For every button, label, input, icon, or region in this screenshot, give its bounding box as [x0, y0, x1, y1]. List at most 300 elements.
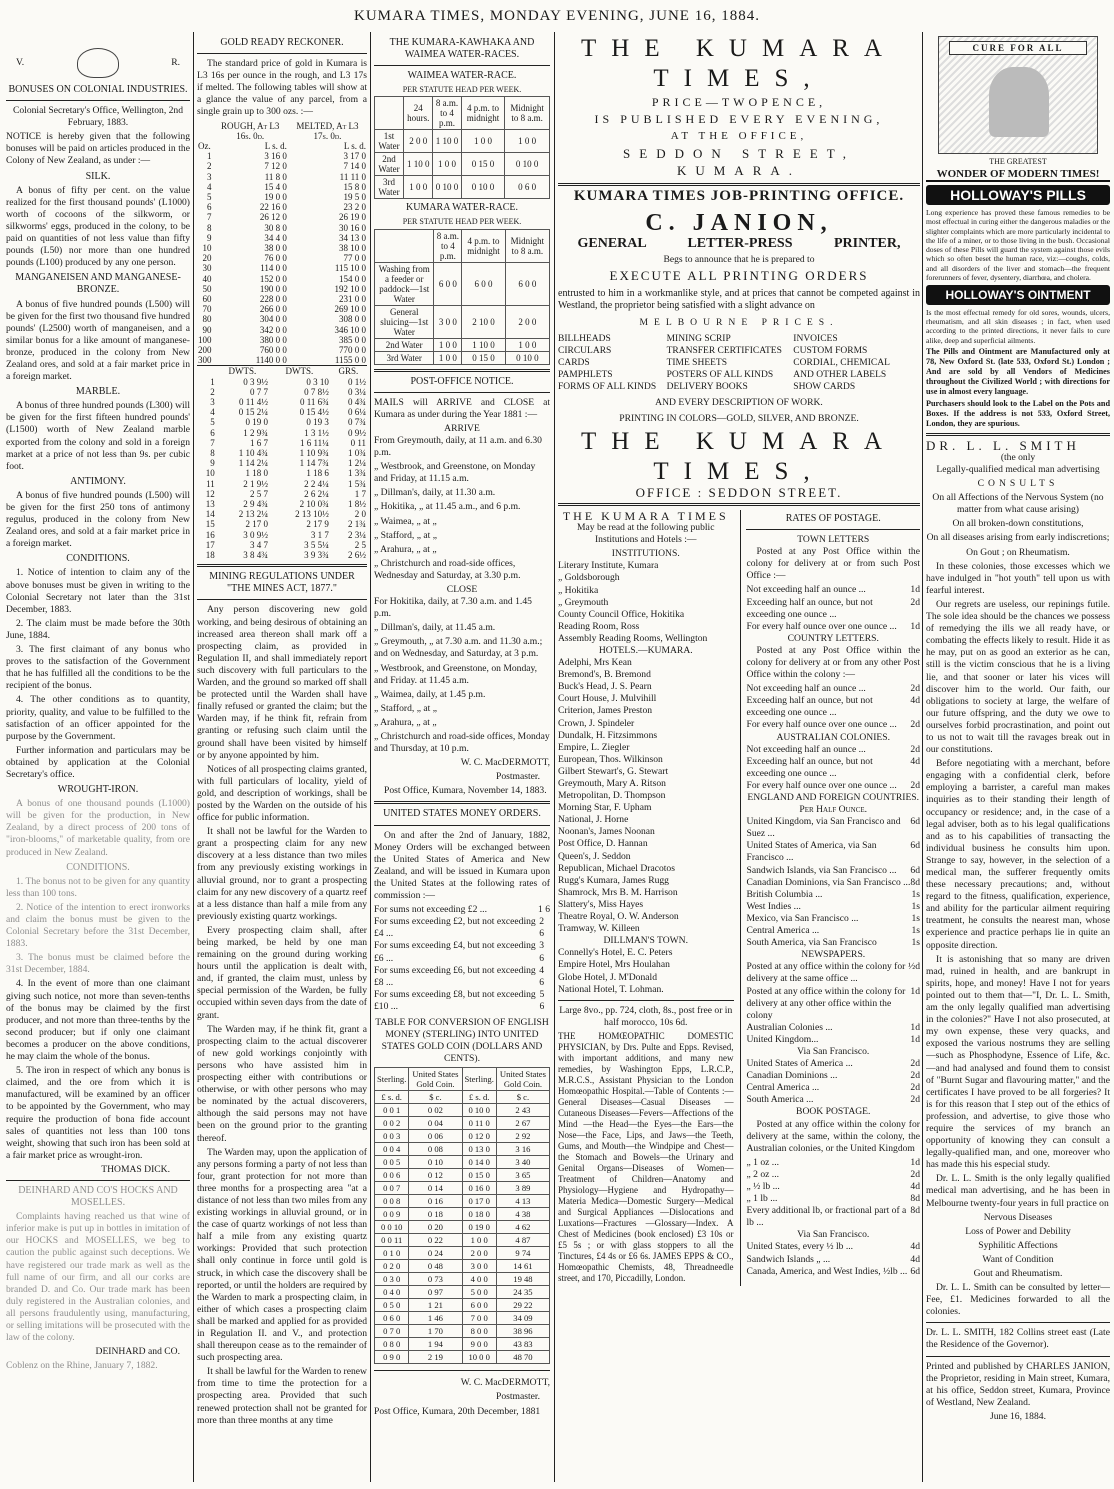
waimea-table: [374, 96, 550, 199]
australian-rates: [746, 744, 920, 792]
conversion-row: [375, 1286, 550, 1299]
cell: 3 1 7: [310, 529, 329, 540]
condition: 1. Notice of intention to claim any of the above bonuses must be given in writing to the Colonial Secretary not later than the 31st December, 1883.: [6, 567, 190, 615]
cell: 7 12 0: [264, 161, 287, 172]
cell: 300: [198, 355, 212, 366]
postage-value: 2d: [910, 1070, 920, 1082]
cell: 38 0 0: [264, 243, 287, 253]
postage-row: [746, 1169, 920, 1181]
conversion-header-row: [375, 1068, 550, 1091]
postage-row: [746, 1058, 920, 1070]
cell: 1 18 6: [306, 468, 329, 479]
marble-heading: MARBLE.: [75, 386, 121, 398]
cell: 3 0 9½: [243, 529, 268, 540]
cell: 12: [205, 488, 215, 499]
cell: 30 8 0: [264, 222, 287, 233]
cell: 7 0 0: [462, 1312, 496, 1325]
cell: 0 0 6: [375, 1169, 409, 1182]
postage-row: [746, 584, 920, 596]
cell: 7 14 0: [343, 161, 366, 172]
dwts-row: [197, 540, 367, 550]
cell: 3 40: [496, 1156, 549, 1169]
cell: 4 87: [496, 1234, 549, 1247]
column-rule: [922, 32, 923, 1482]
conditions-heading: CONDITIONS.: [66, 861, 130, 873]
viasf-rates: [746, 1058, 920, 1106]
cell: 1 10 9¾: [299, 448, 329, 459]
close-item: „ Westbrook, and Greenstone, on Monday, and Friday. at 11.45 a.m.: [374, 662, 538, 686]
postage-label: South America, via San Francisco: [746, 937, 877, 949]
lsd-header: L s. d.: [264, 140, 287, 151]
cell: 6 0 0: [434, 262, 462, 305]
cell: 231 0 0: [339, 294, 366, 305]
kumara-times-title-2: THE KUMARA TIMES,: [581, 427, 897, 485]
cell: 2nd Water: [375, 338, 434, 351]
postage-label: Mexico, via San Francisco ...: [746, 912, 859, 924]
ounce-row: [197, 243, 367, 253]
condition: 3. The bonus must be claimed before the 31st December, 1884.: [6, 952, 190, 976]
hotels-entry: Republican, Michael Dracotos: [558, 862, 675, 874]
hotels-entry: Theatre Royal, O. W. Anderson: [558, 911, 679, 923]
postage-label: Exceeding half an ounce, but not exceeding one ounce ...: [746, 755, 873, 779]
book-postage-intro: Posted at any office within the colony for delivery at the same, within the colony, the Australian colonies, or the United Kingdom: [746, 1118, 920, 1154]
cell: 152 0 0: [259, 273, 287, 284]
postage-value: 1d: [910, 584, 920, 596]
viasf2-heading: Via San Francisco.: [797, 1229, 870, 1241]
header-cell: [375, 97, 404, 130]
close-item: „ Arahura, „ at „: [374, 716, 437, 728]
dr-legally: Legally-qualified medical man advertising: [936, 464, 1100, 475]
cell: 2 0: [354, 509, 366, 520]
postage-value: 2d: [910, 1094, 920, 1106]
postage-label: United Kingdom, via San Francisco and Suez ...: [746, 816, 901, 840]
post-intro: MAILS will ARRIVE and CLOSE at Kumara as under during the Year 1881 :—: [374, 396, 550, 420]
deinhard-signature: DEINHARD and CO.: [95, 1346, 180, 1358]
greatest: THE GREATEST: [989, 157, 1047, 166]
cell: 16: [205, 529, 215, 540]
cell: 4 62: [496, 1221, 549, 1234]
cell: 1 10 0: [462, 338, 505, 351]
condition: 5. The iron in respect of which any bonus is claimed, and the ore from which it is manufactured, will be examined by an officer to be appointed by the Government, who may require the production of bona fide account sales of quantities not less than 100 tons weight, showing that such iron has been sold at a fair market price as wrought-iron.: [6, 1065, 190, 1161]
ounce-row: [197, 151, 367, 161]
dr-text: In these colonies, those excesses which we have indulged in "hot youth" tell upon us with fearful interest.: [926, 560, 1110, 596]
mining-para: The Warden may, upon the application of any persons forming a party of not less than four, grant protection for not more than three months for a prospecting area "at a distance of not less than two miles from any existing workings in alluvial ground, or in the case of quartz workings of not less than half a mile from any existing quartz workings: Provided that such protection shall only continue in force until gold is struck, in which case the discovery shall be reported, or until the holders are required by the Warden to mark a prospecting claim, in either of which cases a prospecting claim shall be marked and applied for as provided in Regulation II. and V., and protection shall thereupon cease as to the remainder of such prospecting area.: [197, 1146, 367, 1364]
gold-ounce-table: [197, 121, 367, 366]
cell: 1 2 9¾: [243, 427, 268, 438]
cell: 0 11 0: [462, 1117, 496, 1130]
cell: 0 1 0: [375, 1247, 409, 1260]
dr-text: Before negotiating with a merchant, before engaging with a confidential clerk, before employing a barrister, a careful man makes inquiries as to their standing their length of occupancy or residence; and, in the case of a legal adviser, both as to his legal qualifications and as to his capabilities of transacting the individual business he consults him upon. Strange to say, however, in the selection of a medical man, the sufferer frequently omits these necessary precautions; and, without regard to the fitness, qualification, experience, and ability for the particular ailment requiring treatment, he consults the nearest man, whose experience and practice perhaps lie in quite an opposite direction.: [926, 758, 1110, 951]
printing-item: CARDS: [558, 357, 590, 368]
cell: 9: [207, 232, 212, 243]
cell: 380 0 0: [259, 334, 287, 345]
cell: 34 09: [496, 1312, 549, 1325]
cell: 1 0 0: [434, 338, 462, 351]
cell: 3 9 3¾: [304, 550, 329, 561]
dwts-row: [197, 509, 367, 519]
dillman-entry: Globe Hotel, J. M'Donald: [558, 971, 657, 983]
cell: 38 96: [496, 1325, 549, 1338]
dr-text: It is astonishing that so many are driven mad, ruined in health, and are bankrupt in spirits, hope, and money! Have I not for years pointed out to them that—"I, Dr. L. L. Smith, am the only legally qualified man advertising in the colonies?" Have I not also prosecuted, at my own expense, these very quacks, and exposed the various nostrums they are selling—such as Phosphodyne, Essence of Life, &c.—and had analysed and found them to consist of "Burnt Sugar and flavouring matter," and the certificates I have proved to be all forgeries? It is for this reason that I step out of the ethics of profession, and advertise, to give those who require the services of my branch an opportunity of knowing they can consult a legally-qualified man, and one, moreover who has made this his especial study.: [926, 953, 1110, 1171]
postage-row: [746, 1022, 920, 1034]
cell: 192 10 0: [334, 283, 366, 294]
printing-items: [558, 333, 920, 393]
cell: 3: [210, 397, 215, 408]
homeopathic-ad: THE HOMŒOPATHIC DOMESTIC PHYSICIAN, by Drs. Pulte and Epps. Revised, with important additions, and many new remedies, by Washington Epps, L.R.C.P., M.R.C.S., Assistant Physician to the London Homœopathic Hospital.—Table of Contents :—General Diseases—Casual Diseases — Cutaneous Diseases—Fevers—Affections of the Mind —the Head—the Eyes—the Ears—the Nose—the Face, Lips, and Jaws—the Teeth, Gums, and Mouth—the Windpipe and Chest—the Stomach and Bowels—the Urinary and Genital Organs—Diseases of Women—Treatment of Children—Anatomy and Physiology—Hygiene and Hydropathy—Materia Medica—Domestic Surgery—Medical and Surgical Appliances —Dislocations and Luxations—Fractures —Glossary—Index. A Chest of Medicines (book enclosed) £3 10s or £5 5s ; or with glass stoppers to all the Tinctures, £4 4s or £6 6s. JAMES EPPS & CO., Homœopathic Chemists, 48, Threadneedle street, and 170, Piccadilly, London.: [558, 1030, 734, 1283]
postage-value: 2d: [910, 1168, 920, 1180]
arrive-item: „ Hokitika, „ at 11.45 a.m., and 6 p.m.: [374, 501, 521, 513]
cell: 17: [205, 539, 215, 550]
cell: 6 0 0: [462, 262, 505, 305]
marble-text: A bonus of three hundred pounds (L300) will be given for the first fifteen hundred pounds' (L1500) worth of New Zealand marble exported from the colony and sold in a foreign market at a price of not less than 9s. per cubic foot.: [6, 400, 190, 472]
hotels-entry: Empire, L. Ziegler: [558, 741, 630, 753]
town-rates: [746, 584, 920, 632]
melted-header: MELTED, At L3 17s. 0d.: [296, 120, 359, 141]
cell: 2 43: [496, 1104, 549, 1117]
cell: 0 0 10: [375, 1221, 409, 1234]
cell: 3 0 0: [434, 305, 462, 338]
hotels-entry: Metropolitan, D. Thompson: [558, 790, 666, 802]
arrive-item: „ Dillman's, daily, at 11.30 a.m.: [374, 487, 496, 499]
cell: 0 12: [409, 1169, 462, 1182]
cell: 190 0 0: [259, 283, 287, 294]
cell: 2 13 10½: [295, 509, 329, 520]
dwts-row: [197, 499, 367, 509]
cell: 10: [205, 468, 215, 479]
hotels-entry: Slattery's, Miss Hayes: [558, 898, 644, 910]
viasf2-rates: [746, 1241, 920, 1277]
header-cell: Sterling.: [375, 1068, 409, 1091]
conversion-row: [375, 1234, 550, 1247]
dr-address: Dr. L. L. SMITH, 182 Collins street east (Late the Residence of the Governor).: [926, 1327, 1110, 1351]
town-heading: TOWN LETTERS: [797, 534, 870, 546]
cell: 77 0 0: [343, 253, 366, 264]
cell: 70: [202, 304, 212, 315]
australian-heading: AUSTRALIAN COLONIES.: [776, 731, 890, 743]
dr-only: (the only: [1000, 451, 1036, 463]
condition: 3. The first claimant of any bonus who proves to the satisfaction of the Government that he has fulfilled all the conditions to be the recipient of the bonus.: [6, 644, 190, 692]
cell: 2nd Water: [375, 153, 404, 176]
postage-label: Central America ...: [746, 925, 820, 937]
cell: 1 0 0: [505, 130, 550, 153]
cell: 19 48: [496, 1273, 549, 1286]
dr-list-item: Nervous Diseases: [983, 1211, 1053, 1223]
printing-item: CUSTOM FORMS: [793, 345, 868, 356]
manganese-heading: MANGANEISEN AND MANGANESE-BRONZE.: [15, 272, 181, 296]
kumara-row: [375, 338, 550, 351]
condition: Further information and particulars may be obtained by application at the Colonial Secretary's office.: [6, 744, 190, 780]
cell: 5: [207, 191, 212, 202]
cell: 14: [205, 509, 215, 520]
oz-header: Oz.: [198, 140, 211, 151]
column-4: [558, 34, 920, 1286]
cell: 7: [207, 212, 212, 223]
institutions-list: [558, 560, 734, 645]
silk-text: A bonus of fifty per cent. on the value realized for the first thousand pounds' (L1000) worth of cocoons of the silkworm, or silkworms' eggs, produced in the colony, to be paid on quantities of not less value than fifty pounds (L50) nor more than one hundred pounds (L100) produced by any one person.: [6, 184, 190, 269]
cell: 269 10 0: [334, 304, 366, 315]
arrive-item: „ Christchurch and road-side offices, Wednesday and Saturday, at 3.30 p.m.: [374, 557, 521, 581]
postage-value: 1d: [910, 620, 920, 632]
postage-label: Sandwich Islands, via San Francisco ...: [746, 864, 897, 876]
execute: EXECUTE ALL PRINTING ORDERS: [609, 268, 869, 284]
england-heading: ENGLAND AND FOREIGN COUNTRIES. Per Half Ounce.: [747, 792, 920, 816]
column-rule: [370, 32, 371, 1482]
cell: 11 11 0: [339, 171, 366, 182]
inst-entry: Literary Institute, Kumara: [558, 560, 659, 572]
holloway-engraving-icon: [938, 36, 1098, 154]
cell: 1 7: [354, 488, 366, 499]
ounce-row: [197, 253, 367, 263]
conversion-sub-row: [375, 1091, 550, 1104]
hotels-entry: Dundalk, H. Fitzsimmons: [558, 729, 658, 741]
cell: 304 0 0: [259, 314, 287, 325]
arrive-item: „ Arahura, „ at „: [374, 543, 437, 555]
postage-row: [746, 1070, 920, 1082]
cell: 50: [202, 283, 212, 294]
cell: 5 0 0: [462, 1286, 496, 1299]
cell: 0 15 0: [462, 351, 505, 364]
postage-label: United States of America, via San Francisco ...: [746, 840, 877, 864]
postage-label: West Indies ...: [746, 900, 801, 912]
ounce-row: [197, 325, 367, 335]
dillman-list: [558, 947, 734, 995]
cell: 2 5 7: [249, 488, 268, 499]
postage-label: United States of America ...: [746, 1058, 853, 1070]
office-seddon: OFFICE : SEDDON STREET.: [635, 484, 843, 500]
cell: 0 24: [409, 1247, 462, 1260]
cell: 24 35: [496, 1286, 549, 1299]
kumara-row: [375, 351, 550, 364]
postage-row: [746, 1241, 920, 1253]
dillman-heading: DILLMAN'S TOWN.: [603, 935, 689, 947]
cell: 2 17 9: [306, 519, 329, 530]
cell: 26 12 0: [259, 212, 287, 223]
condition: 1. The bonus not to be given for any quantity less than 100 tons.: [6, 875, 190, 899]
cell: 0 08: [409, 1143, 462, 1156]
cell: 10 0 0: [462, 1351, 496, 1364]
cell: 2 1¾: [348, 519, 366, 530]
dwts-row: [197, 417, 367, 427]
printing-item: DELIVERY BOOKS: [666, 381, 748, 392]
dwts-row: [197, 448, 367, 458]
postage-row: [746, 1094, 920, 1106]
postage-value: 8d: [910, 1205, 920, 1217]
hotels-heading: HOTELS.—KUMARA.: [598, 644, 693, 656]
cell: 0 18: [409, 1208, 462, 1221]
cell: 90: [202, 324, 212, 335]
cell: 2: [210, 386, 215, 397]
arrive-item: „ Waimea, „ at „: [374, 515, 437, 527]
cell: 2 13 2¼: [238, 509, 268, 520]
consult-line: On all Affections of the Nervous System (no matter from what cause arising): [932, 492, 1104, 516]
dr-text: Dr. L. L. Smith is the only legally qualified medical man advertising, and he has been in Melbourne twenty-four years in full practice on: [926, 1173, 1110, 1209]
conversion-row: [375, 1104, 550, 1117]
cell: 9 74: [496, 1247, 549, 1260]
cell: 0 7¾: [348, 417, 366, 428]
mo-postmaster-name: W. C. MacDERMOTT,: [460, 1377, 550, 1389]
country-heading: COUNTRY LETTERS.: [787, 632, 879, 644]
silk-heading: SILK.: [85, 170, 111, 182]
ounce-row: [197, 223, 367, 233]
hotels-entry: Bremond's, B. Bremond: [558, 669, 651, 681]
dr-list-item: Loss of Power and Debility: [965, 1225, 1071, 1237]
gold-dwts-table: [197, 365, 367, 560]
cell: 2 1 9½: [243, 478, 268, 489]
postage-label: „ 2 oz ...: [746, 1168, 779, 1180]
consult-line: On Gout ; on Rheumatism.: [966, 546, 1070, 558]
waimea-row: [375, 130, 550, 153]
postage-row: [746, 683, 920, 695]
cell: 0 7 7: [249, 386, 268, 397]
deinhard-text: Complaints having reached us that wine of inferior make is put up in bottles in imitation of our HOCKS and MOSELLES, we beg to caution the public against such deceptions. We have registered our trade mark as well as the full name of our firm, and all our corks are branded D. and Co. Our trade mark has been duly registered in the Australian colonies, and all persons fraudulently using, manufacturing, or selling imitations will be prosecuted with the law of the colony.: [6, 1211, 190, 1344]
consult-line: On all diseases arising from early indiscretions;: [926, 532, 1110, 544]
cell: 3 16: [496, 1143, 549, 1156]
cell: 1 10 0: [404, 153, 433, 176]
hotels-entry: Noonan's, James Noonan: [558, 826, 655, 838]
cell: 3 65: [496, 1169, 549, 1182]
postage-row: [746, 719, 920, 731]
inst-entry: Assembly Reading Rooms, Wellington: [558, 632, 708, 644]
cell: 0 02: [409, 1104, 462, 1117]
cell: 0 8 0: [375, 1338, 409, 1351]
ounce-row: [197, 202, 367, 212]
hotels-entry: Rugg's Kumara, James Rugg: [558, 874, 669, 886]
ounce-row: [197, 355, 367, 365]
conversion-row: [375, 1299, 550, 1312]
antimony-text: A bonus of five hundred pounds (L500) will be given for the first 250 tons of antimony regulus, produced in the colony from New Zealand ores, and sold at a fair market price in a foreign market.: [6, 489, 190, 550]
postage-rates: [746, 510, 920, 1286]
vr-right: R.: [171, 56, 180, 68]
cell: 2 0 0: [404, 130, 433, 153]
postage-row: [746, 901, 920, 913]
cell: 2 92: [496, 1130, 549, 1143]
postage-row: [746, 840, 920, 864]
cell: 0 4 0: [375, 1286, 409, 1299]
dwts-row: [197, 550, 367, 560]
cell: 2 0 0: [505, 305, 549, 338]
dillman-entry: National Hotel, T. Lohman.: [558, 983, 664, 995]
cell: 0 13 0: [462, 1143, 496, 1156]
cell: 2 9 4¾: [243, 499, 268, 510]
rate-label: For sums exceeding £8, but not exceeding £10 ...: [374, 988, 536, 1012]
postage-label: Exceeding half an ounce, but not exceeding one ounce ...: [746, 596, 873, 620]
cell: 1 70: [409, 1325, 462, 1338]
cell: 48 70: [496, 1351, 549, 1364]
header-cell: [375, 229, 434, 262]
cell: 2 2 4¼: [304, 478, 329, 489]
begs: Begs to announce that he is prepared to: [663, 254, 815, 266]
inst-entry: „ Hokitika: [558, 584, 599, 596]
cell: 1: [210, 376, 215, 387]
cell: 0 14 0: [462, 1156, 496, 1169]
arrive-item: From Greymouth, daily, at 11 a.m. and 6.30 p.m.: [374, 434, 542, 459]
entrusted: entrusted to him in a workmanlike style, and at prices that cannot be competed against in Westland, the proprietor being satisfied with a slight advance on: [558, 288, 920, 312]
cell: 1st Water: [375, 130, 404, 153]
postage-row: [746, 695, 920, 719]
cell: 114 0 0: [260, 263, 287, 274]
reading-list: [558, 510, 734, 1286]
mo-postmaster-title: Postmaster.: [496, 1391, 540, 1403]
rate-row: [374, 965, 550, 989]
gold-intro: The standard price of gold in Kumara is L3 16s per ounce in the rough, and L3 17s if melted. The following tables will show at a glance the value of any parcel, from a single grain up to 300 ozs. :—: [197, 58, 367, 118]
cell: 3 17 0: [343, 151, 366, 162]
cell: 5: [210, 417, 215, 428]
cell: 0 0 7: [375, 1182, 409, 1195]
postage-label: For every half ounce over one ounce ...: [746, 719, 897, 731]
conversion-row: [375, 1130, 550, 1143]
rate-row: [374, 916, 550, 940]
postage-value: 6d: [910, 840, 920, 852]
hotels-list: [558, 657, 734, 935]
header-cell: $ c.: [496, 1091, 549, 1104]
printing-item: INVOICES: [793, 333, 838, 344]
rate-label: For sums exceeding £4, but not exceeding £6 ...: [374, 940, 536, 964]
postmaster-title: Postmaster.: [496, 771, 540, 783]
cell: 0 1½: [348, 376, 366, 387]
rates-heading: RATES OF POSTAGE.: [785, 512, 881, 524]
dwts-row: [197, 519, 367, 529]
postage-label: Central America ...: [746, 1082, 820, 1094]
cell: 0 15 2¼: [238, 407, 268, 418]
conversion-row: [375, 1325, 550, 1338]
royal-coat-of-arms-icon: [77, 48, 119, 78]
wrought-iron-heading: WROUGHT-IRON.: [57, 784, 139, 796]
newspapers-heading: NEWSPAPERS.: [801, 949, 866, 961]
consults: CONSULTS: [977, 478, 1059, 490]
cell: 40: [202, 273, 212, 284]
printing-item: FORMS OF ALL KINDS: [558, 381, 657, 392]
cell: 0 10 0: [433, 176, 461, 199]
postage-row: [746, 986, 920, 1022]
cell: 0 20: [409, 1221, 462, 1234]
postage-row: [746, 877, 920, 889]
postage-label: For every half ounce over one ounce ...: [746, 779, 897, 791]
cell: 3 5 5¼: [304, 539, 329, 550]
ounce-row: [197, 304, 367, 314]
kumara-race-table: [374, 229, 550, 365]
arrive-item: „ Westbrook, and Greenstone, on Monday and Friday, at 11.15 a.m.: [374, 461, 536, 485]
printing-item: TRANSFER CERTIFICATES: [666, 345, 782, 356]
cell: 1: [207, 151, 212, 162]
conversion-table: [374, 1067, 550, 1364]
postage-value: 2d: [910, 1082, 920, 1094]
inst-entry: Reading Room, Ross: [558, 620, 640, 632]
cell: 0 0 1: [375, 1104, 409, 1117]
cell: 1 6 11¼: [299, 437, 329, 448]
postage-label: Not exceeding half an ounce ...: [746, 584, 866, 596]
postage-value: 8d: [910, 1193, 920, 1205]
conditions-heading: CONDITIONS.: [66, 553, 130, 565]
conversion-row: [375, 1273, 550, 1286]
kumara-race-sub: PER STATUTE HEAD PER WEEK.: [402, 217, 522, 227]
postage-row: [746, 1266, 920, 1278]
cell: 8 0 0: [462, 1325, 496, 1338]
money-orders-heading: UNITED STATES MONEY ORDERS.: [383, 808, 541, 820]
cell: 1 14 2¼: [238, 458, 268, 469]
close-item: „ Waimea, daily, at 1.45 p.m.: [374, 688, 486, 700]
cell: 1 5¾: [348, 478, 366, 489]
postage-label: „ ½ lb ...: [746, 1181, 780, 1192]
ounce-row: [197, 161, 367, 171]
rate-label: For sums exceeding £2, but not exceeding £4 ...: [374, 916, 536, 940]
dwts-row: [197, 489, 367, 499]
postage-label: United Kingdom...: [746, 1033, 819, 1045]
cell: 0 5 0: [375, 1299, 409, 1312]
cell: 1 0 0: [433, 153, 461, 176]
kumara-race-heading: KUMARA WATER-RACE.: [405, 202, 519, 214]
cell: 342 0 0: [259, 324, 287, 335]
printing-item: MINING SCRIP: [666, 333, 731, 344]
